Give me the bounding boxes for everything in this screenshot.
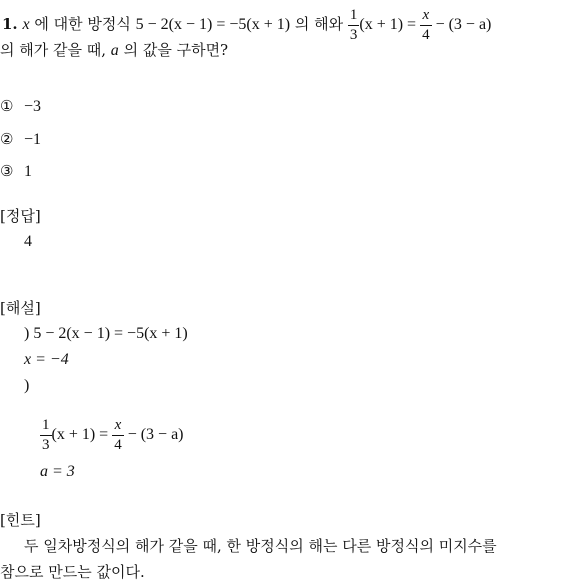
question-number: 1. bbox=[2, 15, 18, 34]
question-text-3: 의 해가 같을 때, bbox=[0, 41, 107, 59]
equation-2: $\frac{1}{3}$ (x + 1) = $\frac{x}{4}$ − (3 − a) bbox=[349, 7, 492, 43]
equation-1: 5 − 2(x − 1) = −5(x + 1) bbox=[135, 16, 291, 34]
explanation-fraction-2: $\frac{x}{4}$ bbox=[114, 417, 122, 453]
option-3-value: 1 bbox=[24, 163, 32, 180]
question-text-4: 의 값을 구하면? bbox=[123, 41, 229, 59]
question-line-1 bbox=[2, 8, 491, 43]
answer-label: [정답] bbox=[0, 207, 41, 225]
option-3-mark: ③ bbox=[0, 162, 14, 180]
question-text-2: 의 해와 bbox=[294, 15, 344, 34]
hint-line-1: 두 일차방정식의 해가 같을 때, 한 방정식의 해는 다른 방정식의 미지수를 bbox=[24, 537, 497, 555]
explanation-result: a = 3 bbox=[40, 463, 75, 480]
hint-label: [힌트] bbox=[0, 511, 41, 529]
option-1-mark: ① bbox=[0, 97, 14, 115]
explanation-line-3: ) bbox=[24, 377, 30, 394]
var-x: x bbox=[22, 16, 30, 34]
option-2[interactable] bbox=[0, 129, 41, 150]
option-1-value: −3 bbox=[24, 98, 42, 115]
option-1[interactable] bbox=[0, 96, 41, 117]
answer-value: 4 bbox=[24, 233, 32, 250]
explanation-equation: $\frac{1}{3}$ (x + 1) = $\frac{x}{4}$ − (3 − a) bbox=[42, 417, 184, 453]
explanation-line-1: ) 5 − 2(x − 1) = −5(x + 1) bbox=[24, 325, 188, 342]
var-a: a bbox=[110, 42, 119, 59]
equation-2-fraction: $\frac{1}{3}$ bbox=[349, 7, 358, 43]
hint-line-2: 참으로 만드는 값이다. bbox=[0, 563, 145, 581]
option-3[interactable] bbox=[0, 161, 32, 182]
explanation-fraction: $\frac{1}{3}$ bbox=[42, 417, 50, 453]
option-2-mark: ② bbox=[0, 130, 14, 148]
question-line-2 bbox=[0, 40, 228, 61]
explanation-line-2: x = −4 bbox=[24, 351, 69, 368]
equation-2-fraction-2: $\frac{x}{4}$ bbox=[422, 7, 430, 43]
question-text-1: 에 대한 방정식 bbox=[34, 15, 131, 34]
explanation-label: [해설] bbox=[0, 299, 41, 317]
option-2-value: −1 bbox=[24, 131, 42, 148]
